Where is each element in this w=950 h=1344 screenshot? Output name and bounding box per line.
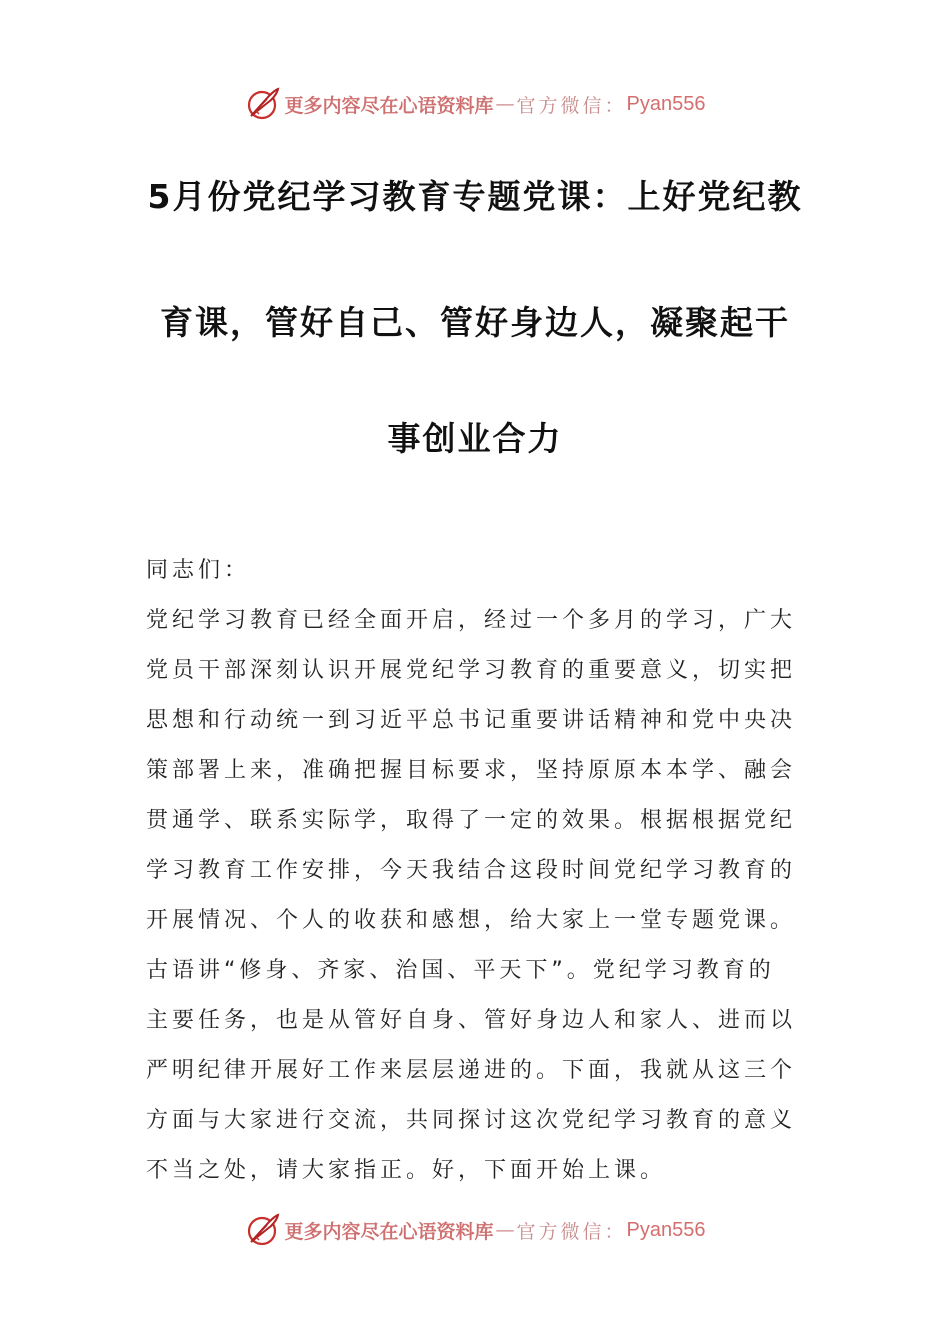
body-line: 学习教育工作安排，今天我结合这段时间党纪学习教育的 [146,858,797,883]
header-watermark [0,84,950,124]
footer-watermark [0,1210,950,1250]
body-line: 主要任务，也是从管好自身、管好身边人和家人、进而以 [146,1008,797,1033]
body-line: 不当之处，请大家指正。好，下面开始上课。 [146,1158,667,1183]
body-line: 开展情况、个人的收获和感想，给大家上一堂专题党课。 [146,908,797,933]
body-line: 古语讲“修身、齐家、治国、平天下”。党纪学习教育的 [146,958,775,983]
watermark-text: 更多内容尽在心语资料库 [284,1220,494,1243]
watermark-dash: — [495,93,515,115]
document-body [146,546,810,1196]
watermark-dash: — [495,1219,515,1241]
body-line: 策部署上来，准确把握目标要求，坚持原原本本学、融会 [146,758,797,783]
body-line: 方面与大家进行交流，共同探讨这次党纪学习教育的意义 [146,1108,797,1133]
watermark-text: 更多内容尽在心语资料库 [284,94,494,117]
watermark-wechat-id: Pyan556 [626,92,706,115]
watermark-wechat-id: Pyan556 [626,1218,706,1241]
body-line: 党员干部深刻认识开展党纪学习教育的重要意义，切实把 [146,658,797,683]
salutation: 同志们： [146,558,251,583]
quill-pen-logo-icon [245,1212,281,1248]
title-line: 5月份党纪学习教育专题党课：上好党纪教 [147,177,803,216]
watermark-wechat-label: 官方微信： [516,94,627,117]
document-title [140,160,810,501]
body-line: 党纪学习教育已经全面开启，经过一个多月的学习，广大 [146,608,797,633]
title-line: 事创业合力 [387,419,563,458]
title-line: 育课，管好自己、管好身边人，凝聚起干 [160,303,790,342]
body-line: 严明纪律开展好工作来层层递进的。下面，我就从这三个 [146,1058,797,1083]
quill-pen-logo-icon [245,86,281,122]
body-line: 思想和行动统一到习近平总书记重要讲话精神和党中央决 [146,708,797,733]
body-line: 贯通学、联系实际学，取得了一定的效果。根据根据党纪 [146,808,797,833]
watermark-wechat-label: 官方微信： [516,1220,627,1243]
